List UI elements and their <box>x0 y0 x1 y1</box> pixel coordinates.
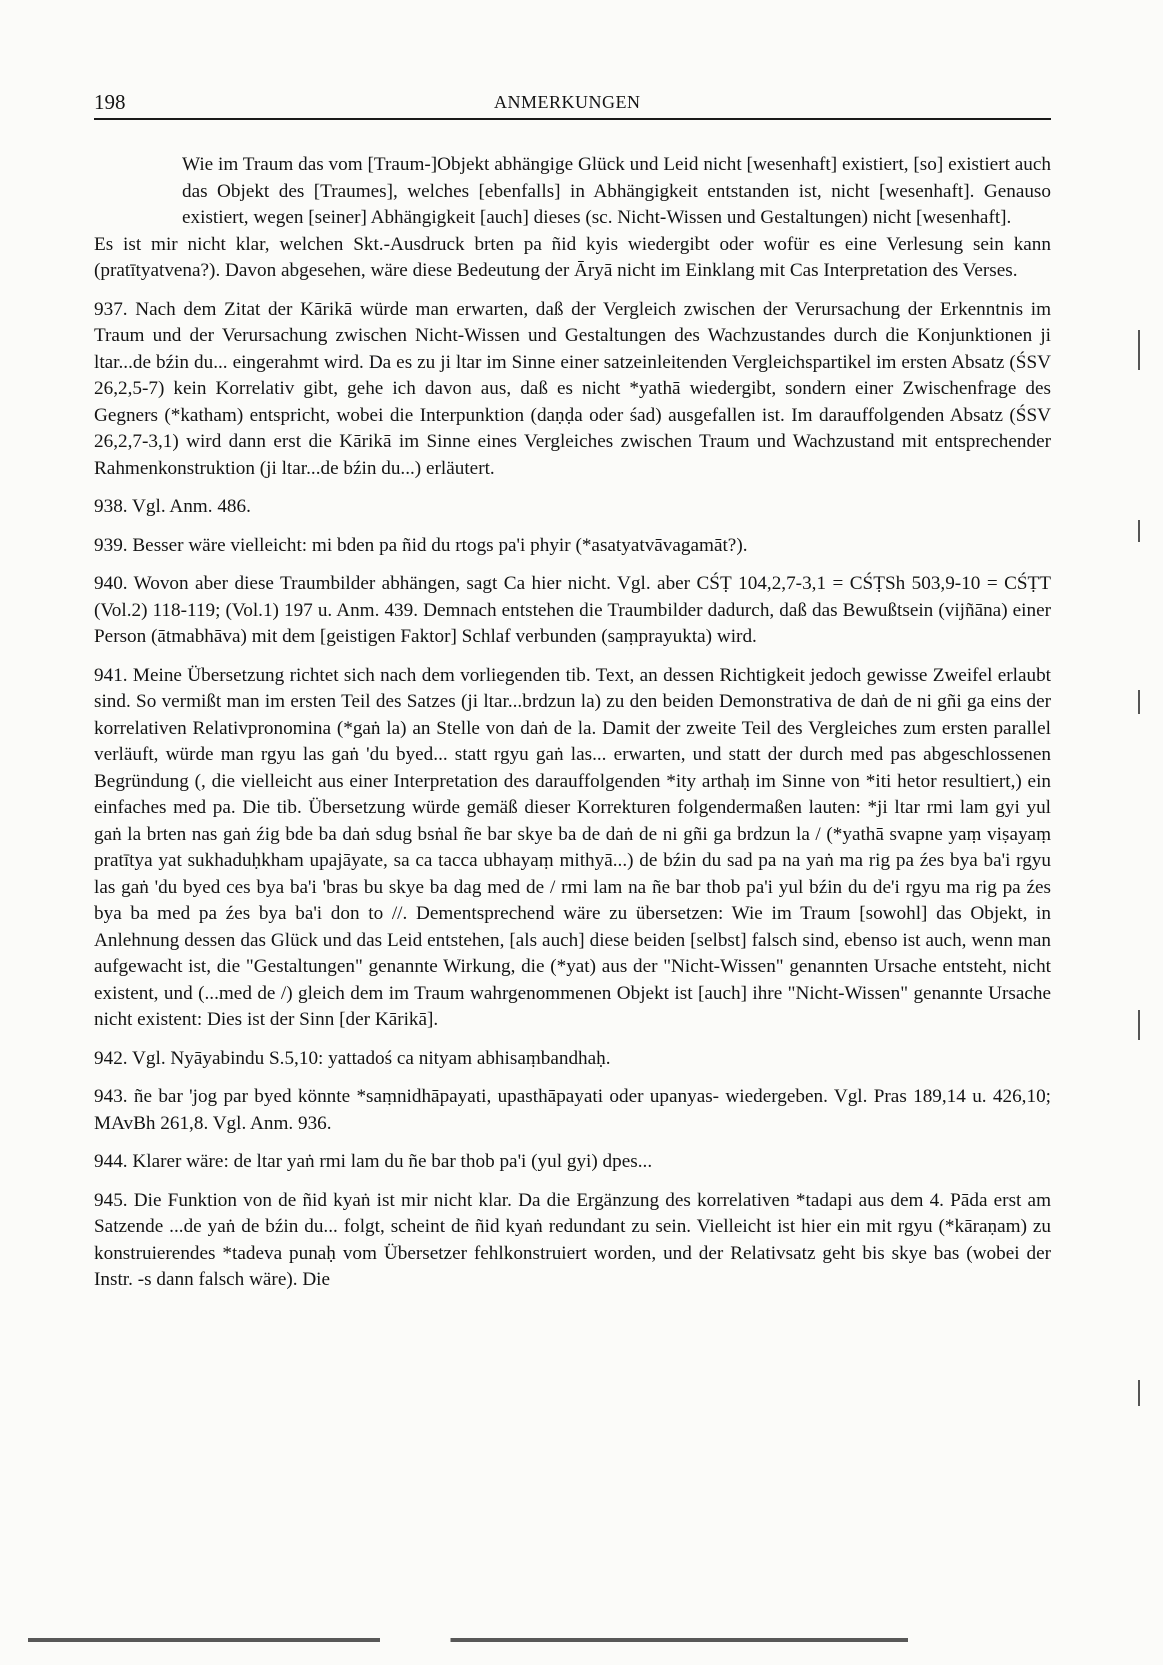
note-text: ñe bar 'jog par byed könnte *saṃnidhāpayati, upasthāpayati oder upanyas- wiedergeben. Vgl. Pras 189,14 u. 426,10; MAvBh 261,8. Vgl. Anm. 936. <box>94 1086 1052 1134</box>
note-text: Vgl. Anm. 486. <box>132 496 251 517</box>
running-title: ANMERKUNGEN <box>494 92 641 112</box>
note-text: Besser wäre vielleicht: mi bden pa ñid du rtogs pa'i phyir (*asatyatvāvagamāt?). <box>132 534 748 556</box>
note-text: Vgl. Nyāyabindu S.5,10: yattadoś ca nityam abhisaṃbandhaḥ. <box>132 1047 611 1069</box>
note-text: Nach dem Zitat der Kārikā würde man erwarten, daß der Vergleich zwischen der Verursachung der Erkenntnis im Traum und der Verursachung zwischen Nicht-Wissen und Gestaltungen des Wachzustandes durch die Konjunktionen ji ltar...de bźin du... eingerahmt wird. Da es zu ji ltar im Sinne einer satzeinleitenden Vergleichspartikel im ersten Absatz (ŚSV 26,2,5-7) kein Korrelativ gibt, gehe ich davon aus, daß es nicht *yathā wiedergibt, sondern einer Zwischenfrage des Gegners (*katham) entspricht, wobei die Interpunktion (daṇḍa oder śad) ausgefallen ist. Im darauffolgenden Absatz (ŚSV 26,2,7-3,1) wird dann erst die Kārikā im Sinne eines Vergleiches zwischen Traum und Wachzustand mit entsprechender Rahmenkonstruktion (ji ltar...de bźin du...) erläutert. <box>94 298 1051 479</box>
note-941 <box>94 663 1051 1034</box>
note-945 <box>94 1188 1051 1294</box>
note-number: 943. <box>94 1086 128 1107</box>
note-text: Klarer wäre: de ltar yaṅ rmi lam du ñe bar thob pa'i (yul gyi) dpes... <box>132 1151 653 1172</box>
note-940 <box>94 571 1051 651</box>
note-944 <box>94 1149 1051 1176</box>
note-939 <box>94 533 1051 560</box>
note-number: 938. <box>94 496 128 517</box>
note-number: 944. <box>94 1151 128 1172</box>
note-943 <box>94 1084 1051 1137</box>
scan-margin-mark <box>1138 690 1140 714</box>
note-number: 937. <box>94 298 128 320</box>
note-number: 939. <box>94 534 128 556</box>
note-text: Wovon aber diese Traumbilder abhängen, sagt Ca hier nicht. Vgl. aber CŚṬ 104,2,7-3,1 = CŚṬSh 503,9-10 = CŚṬT (Vol.2) 118-119; (Vol.1) 197 u. Anm. 439. Demnach entstehen die Traumbilder dadurch, daß das Bewußtsein (vijñāna) einer Person (ātmabhāva) mit dem [geistigen Faktor] Schlaf verbunden (saṃprayukta) wird. <box>94 573 1051 647</box>
page-number: 198 <box>94 90 126 114</box>
scan-margin-mark <box>1138 520 1140 542</box>
note-text: Die Funktion von de ñid kyaṅ ist mir nicht klar. Da die Ergänzung des korrelativen *tadapi aus dem 4. Pāda erst am Satzende ...de yaṅ de bźin du... folgt, scheint de ñid kyaṅ redundant zu sein. Vielleicht ist hier ein mit rgyu (*kāraṇam) zu konstruierendes *tadeva punaḥ vom Übersetzer fehlkonstruiert worden, und der Relativsatz geht bis skye bas (wobei der Instr. -s dann falsch wäre). Die <box>94 1189 1052 1290</box>
note-number: 941. <box>94 664 128 686</box>
quoted-translation: Wie im Traum das vom [Traum-]Objekt abhängige Glück und Leid nicht [wesenhaft] existiert, [so] existiert auch das Objekt des [Traumes], welches [ebenfalls] in Abhängigkeit entstanden ist, nicht [wesenhaft]. Genauso existiert, wegen [seiner] Abhängigkeit [auch] dieses (sc. Nicht-Wissen und Gestaltungen) nicht [wesenhaft]. <box>182 154 1051 228</box>
intro-paragraph: Es ist mir nicht klar, welchen Skt.-Ausdruck brten pa ñid kyis wiedergibt oder wofür es eine Verlesung sein kann (pratītyatvena?). Davon abgesehen, wäre diese Bedeutung der Āryā nicht im Einklang mit Cas Interpretation des Verses. <box>94 233 1051 281</box>
note-942 <box>94 1046 1051 1073</box>
notes-content <box>94 152 1051 1306</box>
note-number: 942. <box>94 1047 128 1069</box>
scan-margin-mark <box>1138 330 1140 370</box>
note-number: 945. <box>94 1189 128 1211</box>
note-number: 940. <box>94 573 128 594</box>
page-header <box>94 86 1051 120</box>
note-text: Meine Übersetzung richtet sich nach dem vorliegenden tib. Text, an dessen Richtigkeit jedoch gewisse Zweifel erlaubt sind. So vermißt man im ersten Teil des Satzes (ji ltar...brdzun la) zu den beiden Demonstrativa de daṅ de ni gñi ga eins der korrelativen Relativpronomina (*gaṅ la) an Stelle von daṅ de la. Damit der zweite Teil des Vergleiches zum ersten parallel verläuft, würde man rgyu las gaṅ 'du byed... statt rgyu gaṅ las... erwarten, und statt der durch med pas abgeschlossenen Begründung (, die vielleicht aus einer Interpretation des darauffolgenden *ity arthaḥ im Sinne von *iti hetor resultiert,) ein einfaches med pa. Die tib. Übersetzung würde gemäß dieser Korrekturen folgendermaßen lauten: *ji ltar rmi lam gyi yul gaṅ la brten nas gaṅ źig bde ba daṅ sdug bsṅal ñe bar skye ba de daṅ de ni gñi ga brdzun la / (*yathā svapne yaṃ viṣayaṃ pratītya yat sukhaduḥkham upajāyate, sa ca tacca ubhayaṃ mithyā...) de bźin du sad pa na yaṅ ma rig pa źes bya ba'i rgyu las gaṅ 'du byed ces bya ba'i 'bras bu skye ba dag med de / rmi lam na ñe bar thob pa'i yul bźin du de'i rgyu ma rig pa źes bya ba med pa źes bya ba'i don to //. Dementsprechend wäre zu übersetzen: Wie im Traum [sowohl] das Objekt, in Anlehnung dessen das Glück und das Leid entstehen, [als auch] diese beiden [selbst] falsch sind, ebenso ist auch, wenn man aufgewacht ist, die "Gestaltungen" genannte Wirkung, die (*yat) aus der "Nicht-Wissen" genannten Ursache entsteht, nicht existent, und (...med de /) gleich dem im Traum wahrgenommenen Objekt ist [auch] ihre "Nicht-Wissen" genannte Ursache nicht existent: Dies ist der Sinn [der Kārikā]. <box>94 664 1052 1030</box>
note-937 <box>94 297 1051 483</box>
scan-margin-mark <box>1138 1380 1140 1406</box>
scan-margin-mark <box>1138 1010 1140 1040</box>
note-938 <box>94 494 1051 521</box>
scan-bottom-edge <box>28 1638 908 1642</box>
